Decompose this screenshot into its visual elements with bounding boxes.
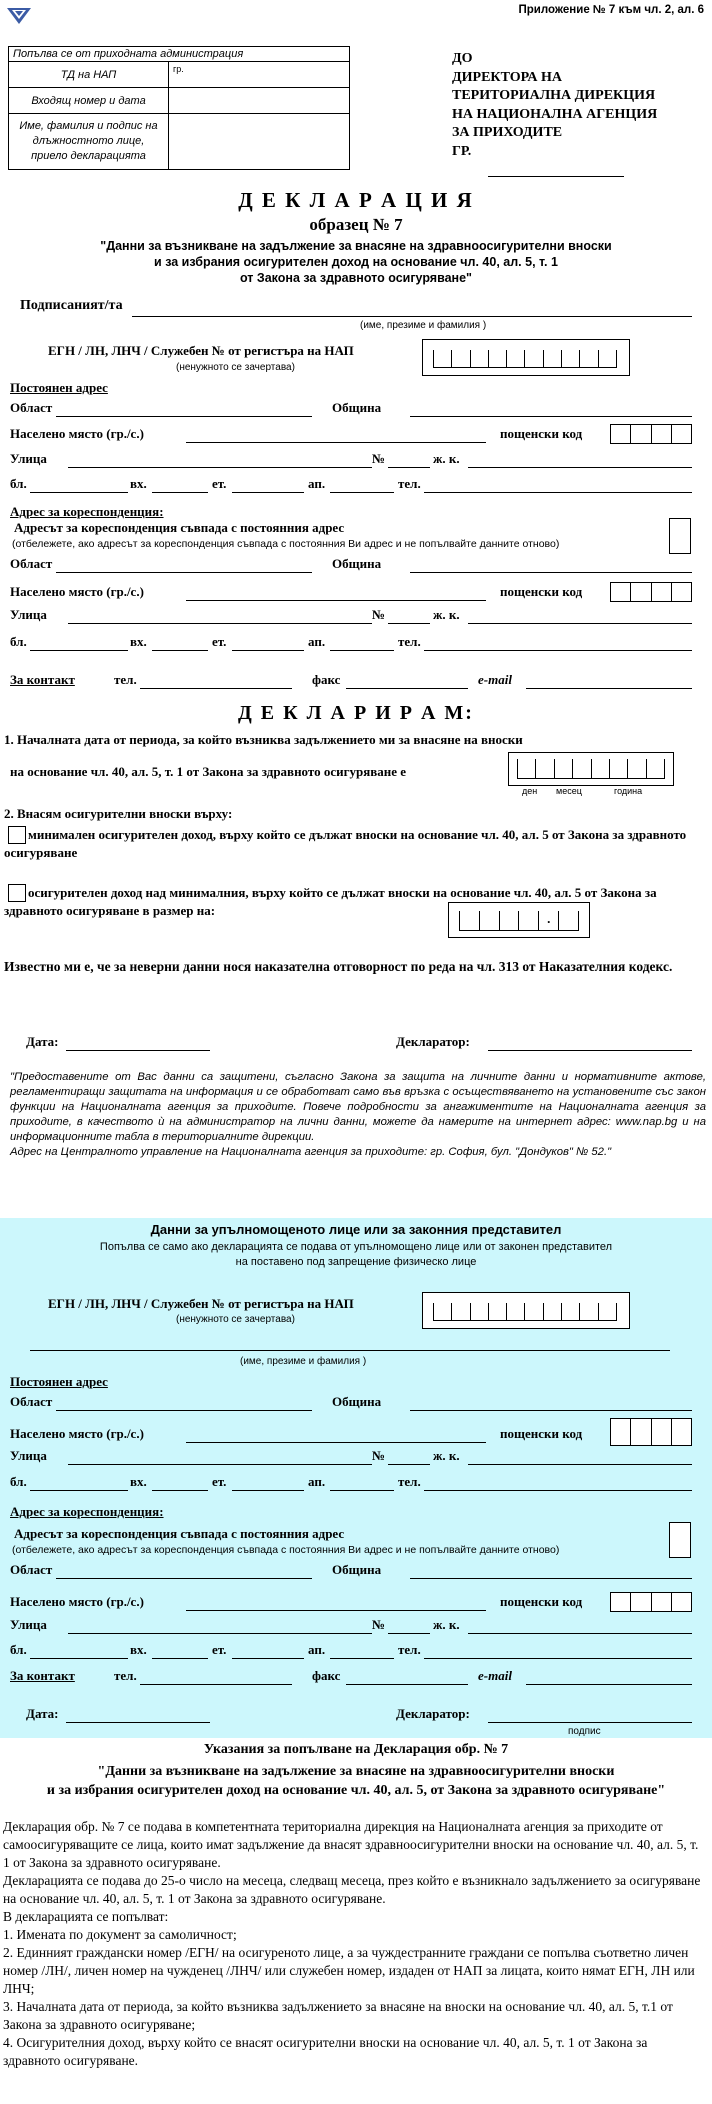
postcode-cells[interactable] [610,582,692,602]
postcode-label: пощенски код [500,426,583,441]
rep-contact-fax-label: факс [312,1668,341,1683]
contact-label: За контакт [10,672,75,687]
income-amount-cells: . [459,911,579,931]
rep-apartment-label: ап. [308,1474,326,1489]
number-field[interactable] [388,467,430,468]
district-label: ж. к. [433,451,460,466]
floor-field[interactable] [232,492,304,493]
rep-district-field[interactable] [468,1464,692,1465]
rep-municipality-label: Община [332,1562,382,1577]
settlement-label: Населено място (гр./с.) [10,426,144,441]
rep-egn-cells [433,1303,617,1321]
admin-row-label: Входящ номер и дата [9,88,169,114]
apartment-field[interactable] [330,650,394,651]
admin-row-label: Име, фамилия и подпис на длъжностното лице, приело декларацията [9,114,169,170]
day-label: ден [522,786,538,796]
rep-phone-label: тел. [398,1474,421,1489]
rep-contact-phone-label: тел. [114,1668,137,1683]
rep-correspondence-heading: Адрес за кореспонденция: [10,1504,164,1519]
contact-phone-label: тел. [114,672,137,687]
instructions-subtitle: "Данни за възникване на задължение за внасяне на здравноосигурителни вноски и за избрания осигурителен доход на основание чл. 40, ал. 5, от Закона за здравното осигуряване" [46,1764,666,1798]
rep-phone-field[interactable] [424,1490,692,1491]
rep-permanent-address-heading: Постоянен адрес [10,1374,108,1389]
rep-settlement-field[interactable] [186,1610,486,1611]
rep-entrance-field[interactable] [152,1490,208,1491]
rep-settlement-label: Населено място (гр./с.) [10,1426,144,1441]
floor-field[interactable] [232,650,304,651]
rep-apartment-field[interactable] [330,1490,394,1491]
admin-row-label: ТД на НАП [9,62,169,88]
phone-label: тел. [398,634,421,649]
privacy-notice: "Предоставените от Вас данни са защитени, съгласно Закона за защита на личните данни и нормативните актове, регламентиращи защитата на информация и се обработват само във връзка с осъществяването на установените със закон функции на Националната агенция за приходите. Повече подробности за ангажиментите на Националната агенция за приходите, в качеството ѝ на администратор на лични данни, можете да намерите на интернет адрес: www.nap.bg и на информационните табла в териториалните дирекции. Адрес на Централното управление на Националната агенция за приходите: гр. София, бул. "Дондуков" № 52." [10,1071,706,1158]
rep-date-field[interactable] [66,1722,210,1723]
rep-settlement-label: Населено място (гр./с.) [10,1594,144,1609]
postcode-label: пощенски код [500,584,583,599]
same-address-label: Адресът за кореспонденция съвпада с постоянния адрес [14,520,345,535]
region-label: Област [10,400,53,415]
municipality-field[interactable] [410,572,692,573]
entrance-label: вх. [130,634,147,649]
declare-point-2: 2. Внасям осигурителни вноски върху: [4,806,233,821]
addressee: ДО ДИРЕКТОРА НА ТЕРИТОРИАЛНА ДИРЕКЦИЯ НА НАЦИОНАЛНА АГЕНЦИЯ ЗА ПРИХОДИТЕ ГР. [452,50,657,161]
district-label: ж. к. [433,607,460,622]
municipality-label: Община [332,400,382,415]
minimal-income-option: минимален осигурителен доход, върху който се дължат вноски на основание чл. 40, ал. 5 от Закона за здравното осигуряване [4,827,687,860]
street-label: Улица [10,451,47,466]
block-label: бл. [10,476,27,491]
rep-postcode-label: пощенски код [500,1594,583,1609]
admin-row-value[interactable] [169,88,350,114]
rep-floor-field[interactable] [232,1658,304,1659]
addressee-city: ГР. [452,143,472,159]
signatory-hint: (име, презиме и фамилия ) [360,320,487,331]
rep-block-field[interactable] [30,1658,128,1659]
entrance-label: вх. [130,476,147,491]
rep-contact-email-label: e-mail [478,1668,512,1683]
rep-region-field[interactable] [56,1578,312,1579]
postcode-cells[interactable] [610,424,692,444]
floor-label: ет. [212,476,227,491]
permanent-address-heading: Постоянен адрес [10,380,108,395]
declaration-subtitle: "Данни за възникване на задължение за внасяне на здравноосигурителни вноски и за избрания осигурителен доход на основание чл. 40, ал. 5, т. 1 от Закона за здравното осигуряване" [100,239,612,285]
signatory-label: Подписаният/та [20,298,123,313]
rep-same-address-label: Адресът за кореспонденция съвпада с постоянния адрес [14,1526,345,1541]
rep-entrance-label: вх. [130,1642,147,1657]
admin-row-value[interactable]: гр. [169,62,350,88]
municipality-field[interactable] [410,416,692,417]
higher-income-option: осигурителен доход над минималния, върху който се дължат вноски на основание чл. 40, ал. 5 от Закона за здравното осигуряване в размер на: [4,885,657,918]
liability-notice: Известно ми е, че за неверни данни нося наказателна отговорност по реда на чл. 313 от Наказателния кодекс. [4,959,673,974]
rep-street-field[interactable] [68,1633,372,1634]
apartment-label: ап. [308,634,326,649]
rep-contact-email-field[interactable] [526,1684,692,1685]
same-address-checkbox[interactable] [669,518,691,554]
egn-label: ЕГН / ЛН, ЛНЧ / Служебен № от регистъра на НАП [48,343,354,358]
contact-phone-field[interactable] [140,688,292,689]
floor-label: ет. [212,634,227,649]
nap-triangle-logo-icon [6,6,32,26]
date-field[interactable] [66,1050,210,1051]
rep-egn-hint: (ненужното се зачертава) [176,1314,295,1325]
rep-street-label: Улица [10,1617,47,1632]
street-label: Улица [10,607,47,622]
municipality-label: Община [332,556,382,571]
rep-district-field[interactable] [468,1633,692,1634]
entrance-field[interactable] [152,650,208,651]
settlement-field[interactable] [186,442,486,443]
rep-region-label: Област [10,1394,53,1409]
district-field[interactable] [468,467,692,468]
street-field[interactable] [68,467,372,468]
egn-box[interactable] [422,339,630,376]
declare-heading: Д Е К Л А Р И Р А М: [238,702,474,724]
annex-reference: Приложение № 7 към чл. 2, ал. 6 [518,4,704,16]
rep-number-field[interactable] [388,1464,430,1465]
region-field[interactable] [56,416,312,417]
rep-contact-fax-field[interactable] [346,1684,468,1685]
rep-municipality-field[interactable] [410,1410,692,1411]
rep-municipality-label: Община [332,1394,382,1409]
date-label: Дата: [26,1034,59,1049]
addressee-city-field[interactable] [488,176,624,177]
rep-entrance-field[interactable] [152,1658,208,1659]
representative-subtitle: Попълва се само ако декларацията се подава от упълномощено лице или от законен представител на поставено под запрещение физическо лице [99,1241,613,1268]
instructions-title: Указания за попълване на Декларация обр. № 7 [203,1742,509,1757]
admin-row-value[interactable] [169,114,350,170]
rep-egn-label: ЕГН / ЛН, ЛНЧ / Служебен № от регистъра на НАП [48,1296,354,1311]
rep-postcode-cells[interactable] [610,1592,692,1612]
rep-phone-label: тел. [398,1642,421,1657]
block-field[interactable] [30,650,128,651]
rep-entrance-label: вх. [130,1474,147,1489]
apartment-field[interactable] [330,492,394,493]
start-date-box[interactable] [508,752,674,786]
settlement-label: Населено място (гр./с.) [10,584,144,599]
apartment-label: ап. [308,476,326,491]
rep-number-label: № [372,1617,386,1632]
contact-email-field[interactable] [526,688,692,689]
phone-field[interactable] [424,492,692,493]
number-label: № [372,607,386,622]
correspondence-heading: Адрес за кореспонденция: [10,504,164,519]
street-field[interactable] [68,623,372,624]
rep-floor-field[interactable] [232,1490,304,1491]
rep-postcode-cells[interactable] [610,1418,692,1446]
year-label: година [614,786,643,796]
instructions-body: Декларация обр. № 7 се подава в компетентната териториална дирекция на Националната агенция за приходите от самоосигуряващите се лица, които имат задължение да внасят здравноосигурителни вноски на основание чл. 40, ал. 5, т. 1 от Закона за здравното осигуряване. Декларацията се подава до 25-о число на месеца, следващ месеца, през който е възникнало задължението за осигуряване на основание чл. 40, ал. 5, т. 1 от Закона за здравното осигуряване. В декларацията се попълват: 1. Имената по документ за самоличност; 2. Единният граждански номер /ЕГН/ на осигуреното лице, а за чуждестранните граждани се попълва съответно личен номер /ЛН/, личен номер на чужденец /ЛНЧ/ или служебен номер, издаден от НАП за лицата, които нямат ЕГН, ЛН или ЛНЧ; 3. Началната дата от периода, за който възниква задължението за внасяне на вноски на основание чл. 40, ал. 5, т.1 от Закона за здравното осигуряване; 4. Осигурителния доход, върху който се внасят осигурителни вноски на основание чл. 40, ал. 5, т. 1 от Закона за здравното осигуряване. [3,1819,701,2068]
rep-postcode-label: пощенски код [500,1426,583,1441]
representative-title: Данни за упълномощеното лице или за законния представител [150,1222,562,1237]
contact-fax-label: факс [312,672,341,687]
form-number: образец № 7 [309,215,403,234]
declaration-title: Д Е К Л А Р А Ц И Я [238,188,474,212]
declare-point-1b: на основание чл. 40, ал. 5, т. 1 от Закона за здравното осигуряване е [10,764,407,779]
number-label: № [372,451,386,466]
egn-hint: (ненужното се зачертава) [176,362,295,373]
declarant-label: Декларатор: [396,1034,470,1049]
rep-contact-phone-field[interactable] [140,1684,292,1685]
admin-box [8,46,350,170]
rep-block-label: бл. [10,1474,27,1489]
rep-same-address-checkbox[interactable] [669,1522,691,1558]
rep-region-field[interactable] [56,1410,312,1411]
rep-name-field[interactable] [30,1350,670,1351]
rep-street-field[interactable] [68,1464,372,1465]
settlement-field[interactable] [186,600,486,601]
rep-floor-label: ет. [212,1474,227,1489]
declare-point-1a: 1. Началната дата от периода, за който възниква задължението ми за внасяне на вноски [4,732,523,747]
rep-settlement-field[interactable] [186,1442,486,1443]
start-date-cells [517,759,665,779]
block-label: бл. [10,634,27,649]
number-field[interactable] [388,623,430,624]
rep-contact-label: За контакт [10,1668,75,1683]
rep-block-label: бл. [10,1642,27,1657]
region-field[interactable] [56,572,312,573]
contact-fax-field[interactable] [346,688,468,689]
rep-street-label: Улица [10,1448,47,1463]
egn-cells [433,350,617,368]
declarant-field[interactable] [488,1050,692,1051]
entrance-field[interactable] [152,492,208,493]
rep-block-field[interactable] [30,1490,128,1491]
rep-declarant-field[interactable] [488,1722,692,1723]
district-field[interactable] [468,623,692,624]
rep-apartment-field[interactable] [330,1658,394,1659]
rep-apartment-label: ап. [308,1642,326,1657]
phone-label: тел. [398,476,421,491]
income-amount-box[interactable] [448,902,590,938]
rep-egn-box[interactable] [422,1292,630,1329]
rep-date-label: Дата: [26,1706,59,1721]
rep-same-address-hint: (отбележете, ако адресът за кореспонденция съвпада с постоянния Ви адрес и не попълвайте данните отново) [12,1544,560,1556]
rep-number-label: № [372,1448,386,1463]
block-field[interactable] [30,492,128,493]
signature-hint: подпис [568,1726,601,1737]
rep-phone-field[interactable] [424,1658,692,1659]
rep-district-label: ж. к. [433,1448,460,1463]
rep-number-field[interactable] [388,1633,430,1634]
rep-name-hint: (име, презиме и фамилия ) [240,1356,367,1367]
rep-declarant-label: Декларатор: [396,1706,470,1721]
rep-municipality-field[interactable] [410,1578,692,1579]
contact-email-label: e-mail [478,672,512,687]
phone-field[interactable] [424,650,692,651]
month-label: месец [556,786,582,796]
region-label: Област [10,556,53,571]
rep-district-label: ж. к. [433,1617,460,1632]
same-address-hint: (отбележете, ако адресът за кореспонденция съвпада с постоянния Ви адрес и не попълвайте данните отново) [12,538,560,550]
admin-box-title: Попълва се от приходната администрация [9,47,350,62]
signatory-name-field[interactable] [132,316,692,317]
rep-floor-label: ет. [212,1642,227,1657]
rep-region-label: Област [10,1562,53,1577]
